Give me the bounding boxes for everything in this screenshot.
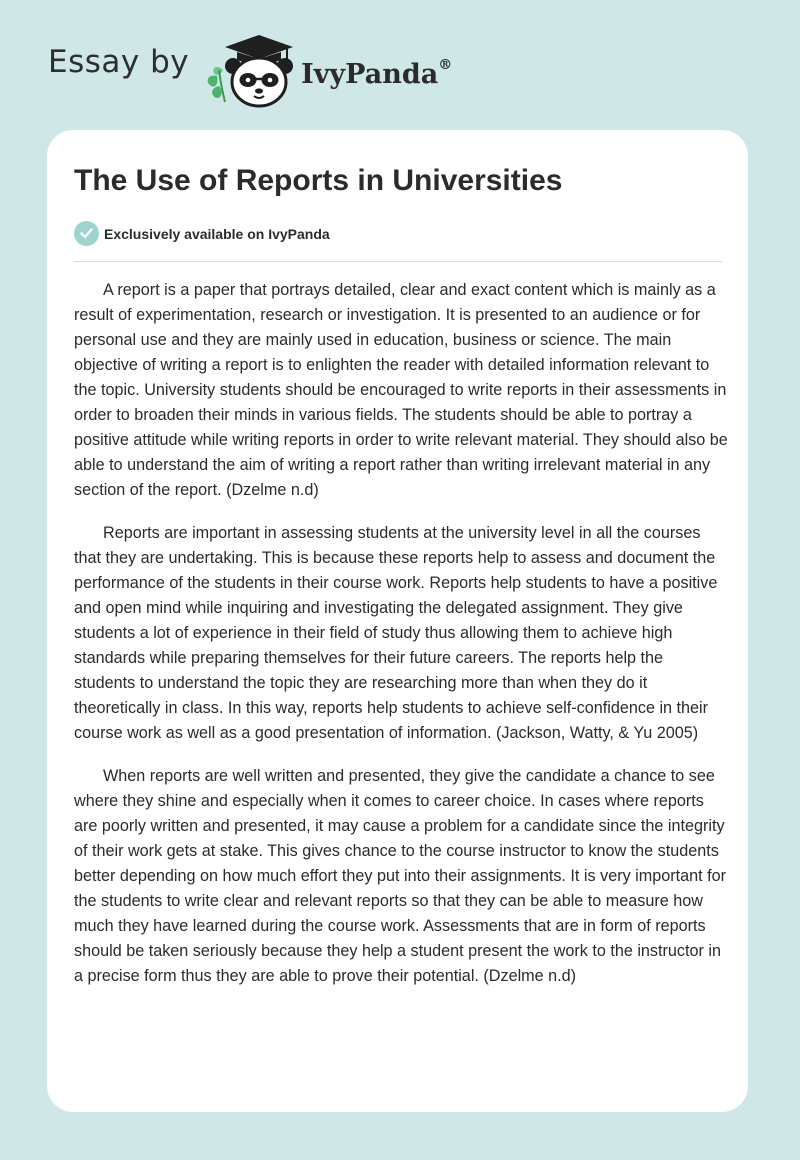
brand-text: IvyPanda [301, 58, 439, 90]
check-circle-icon [74, 221, 99, 246]
brand-name[interactable] [301, 56, 453, 90]
panda-graduate-icon [203, 30, 299, 110]
essay-card [47, 130, 748, 1112]
paragraph-3: When reports are well written and presented, they give the candidate a chance to see where they shine and especially when it comes to career choice. In cases where reports are poorly written and presented, it may cause a problem for a candidate since the integrity of their work gets at stake. This gives chance to the course instructor to know the students better depending on how much effort they put into their assignments. It is very important for the students to write clear and relevant reports so that they can be able to measure how much they have learned during the course work. Assessments that are in form of reports should be taken seriously because they help a student present the work to the instructor in a precise form thus they are able to prove their potential. (Dzelme n.d) [74, 767, 727, 985]
page-title: The Use of Reports in Universities [74, 164, 563, 197]
divider [74, 261, 722, 262]
paragraph-2: Reports are important in assessing students at the university level in all the courses that they are undertaking. This is because these reports help to assess and document the performance of the students in their course work. Reports help students to have a positive and open mind while inquiring and investigating the delegated assignment. They give students a lot of experience in their field of study thus allowing them to achieve high standards while preparing themselves for their future careers. The reports help the students to understand the topic they are researching more than when they do it theoretically in class. In this way, reports help students to achieve self-confidence in their course work as well as a good presentation of information. (Jackson, Watty, & Yu 2005) [74, 524, 718, 742]
site-header [48, 30, 452, 110]
exclusive-label: Exclusively available on IvyPanda [104, 225, 330, 242]
trademark-symbol: ® [438, 56, 453, 73]
paragraph-1: A report is a paper that portrays detailed, clear and exact content which is mainly as a result of experimentation, research or investigation. It is presented to an audience or for personal use and they are mainly used in education, business or science. The main objective of writing a report is to enlighten the reader with detailed information relevant to the topic. University students should be encouraged to write reports in their assessments in order to broaden their minds in various fields. The students should be able to portray a positive attitude while writing reports in order to write relevant material. They should also be able to understand the aim of writing a report rather than writing irrelevant material in any section of the report. (Dzelme n.d) [74, 281, 728, 499]
exclusive-badge [74, 221, 330, 246]
essay-body [74, 278, 728, 1007]
essay-by-label: Essay by [48, 44, 190, 80]
ivypanda-logo-icon[interactable] [203, 30, 299, 110]
